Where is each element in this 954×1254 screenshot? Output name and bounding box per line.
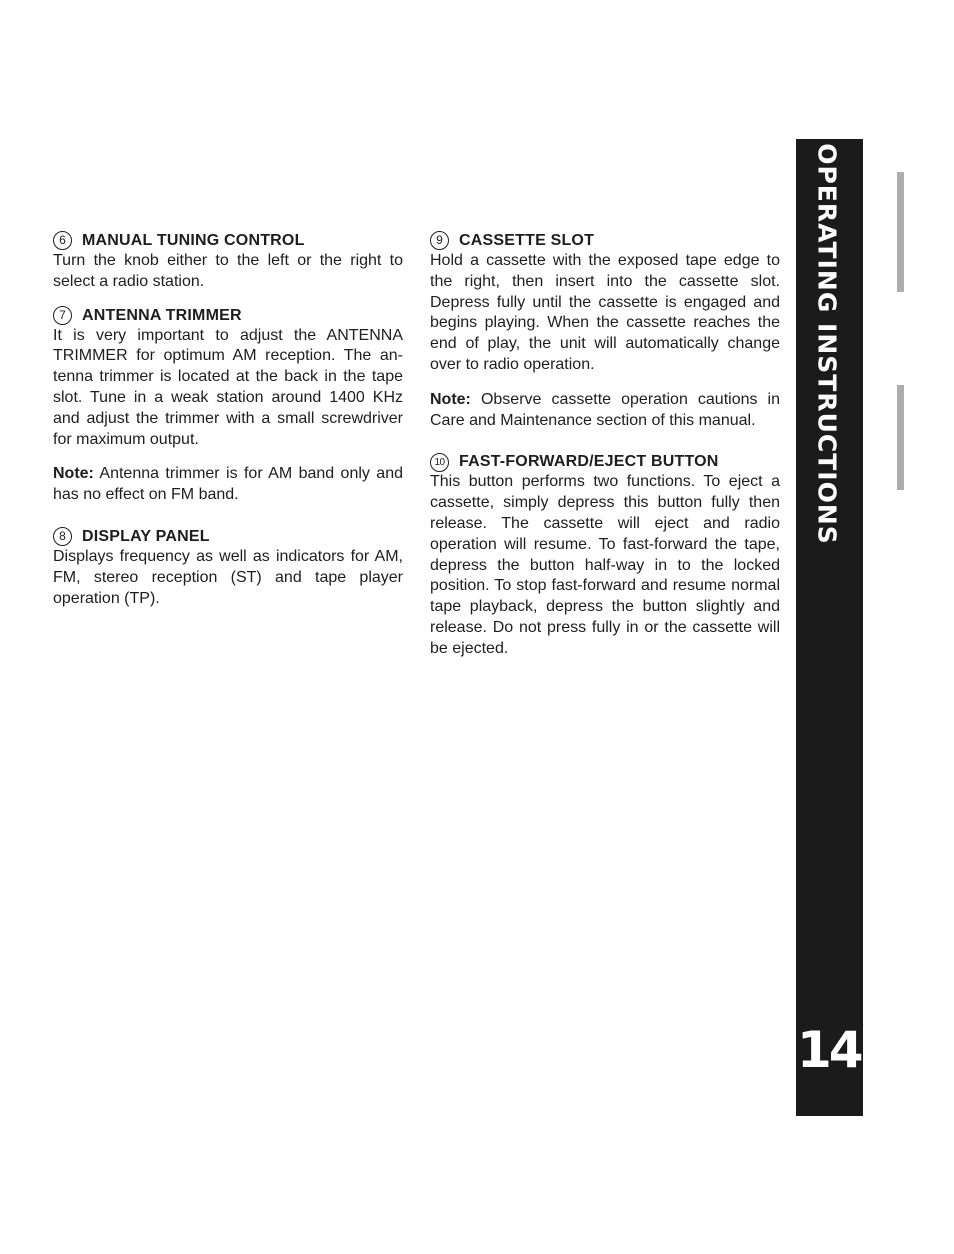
section-body: Hold a cassette with the exposed tape edge to the right, then insert into the cassette slot. Depress fully until the cassette is engaged and begins playing. When the cassette reaches the end of play, the unit will automatically change over to radio operation.	[430, 252, 780, 373]
circled-number: 9	[430, 231, 449, 250]
circled-number: 8	[53, 527, 72, 546]
note	[430, 390, 780, 432]
circled-number: 6	[53, 231, 72, 250]
heading-text: DISPLAY PANEL	[82, 527, 210, 545]
sidebar-title-text: OPERATING INSTRUCTIONS	[812, 143, 842, 545]
note-label: Note:	[430, 390, 471, 408]
section-heading	[53, 230, 403, 251]
section-fast-forward-eject-button	[430, 451, 780, 659]
circled-number: 7	[53, 306, 72, 325]
section-heading	[53, 526, 403, 547]
heading-text: ANTENNA TRIMMER	[82, 306, 242, 324]
note-text: Observe cassette operation cautions in Care and Maintenance section of this manual.	[430, 390, 780, 429]
heading-text: MANUAL TUNING CONTROL	[82, 232, 305, 249]
section-heading	[53, 305, 403, 326]
scan-artifact	[897, 172, 904, 292]
left-column	[53, 230, 403, 609]
section-body: This button performs two functions. To eject a cassette, simply depress this button fully then release. The cassette will eject and radio operation will resume. To fast-forward the tape, depress the button half-way in to the locked position. To stop fast-forward and resume normal tape playback, depress the button slightly and release. Do not press fully in or the cassette will be ejected.	[430, 473, 780, 657]
page-number: 14	[797, 1022, 861, 1078]
right-column	[430, 230, 780, 660]
circled-number: 10	[430, 453, 449, 472]
section-body: Displays frequency as well as indicators for AM, FM, stereo reception (ST) and tape player operation (TP).	[53, 547, 403, 607]
section-body: Turn the knob either to the left or the right to select a radio station.	[53, 252, 403, 290]
section-heading	[430, 230, 780, 251]
note-label: Note:	[53, 465, 94, 483]
section-antenna-trimmer	[53, 305, 403, 506]
scan-artifact	[897, 385, 904, 490]
sidebar-title	[798, 143, 856, 545]
section-heading	[430, 451, 780, 472]
note	[53, 464, 403, 506]
note-text: Antenna trimmer is for AM band only and has no effect on FM band.	[53, 465, 403, 504]
section-cassette-slot	[430, 230, 780, 431]
section-manual-tuning-control	[53, 230, 403, 293]
heading-text: FAST-FORWARD/EJECT BUTTON	[459, 453, 719, 471]
heading-text: CASSETTE SLOT	[459, 232, 595, 249]
section-display-panel	[53, 526, 403, 609]
section-body: It is very important to adjust the ANTENNA TRIMMER for optimum AM reception. The antenna trimmer is located at the back in the tape slot. Tune in a weak station around 1400 KHz and adjust the trimmer with a small screwdriver for maximum output.	[53, 326, 403, 448]
